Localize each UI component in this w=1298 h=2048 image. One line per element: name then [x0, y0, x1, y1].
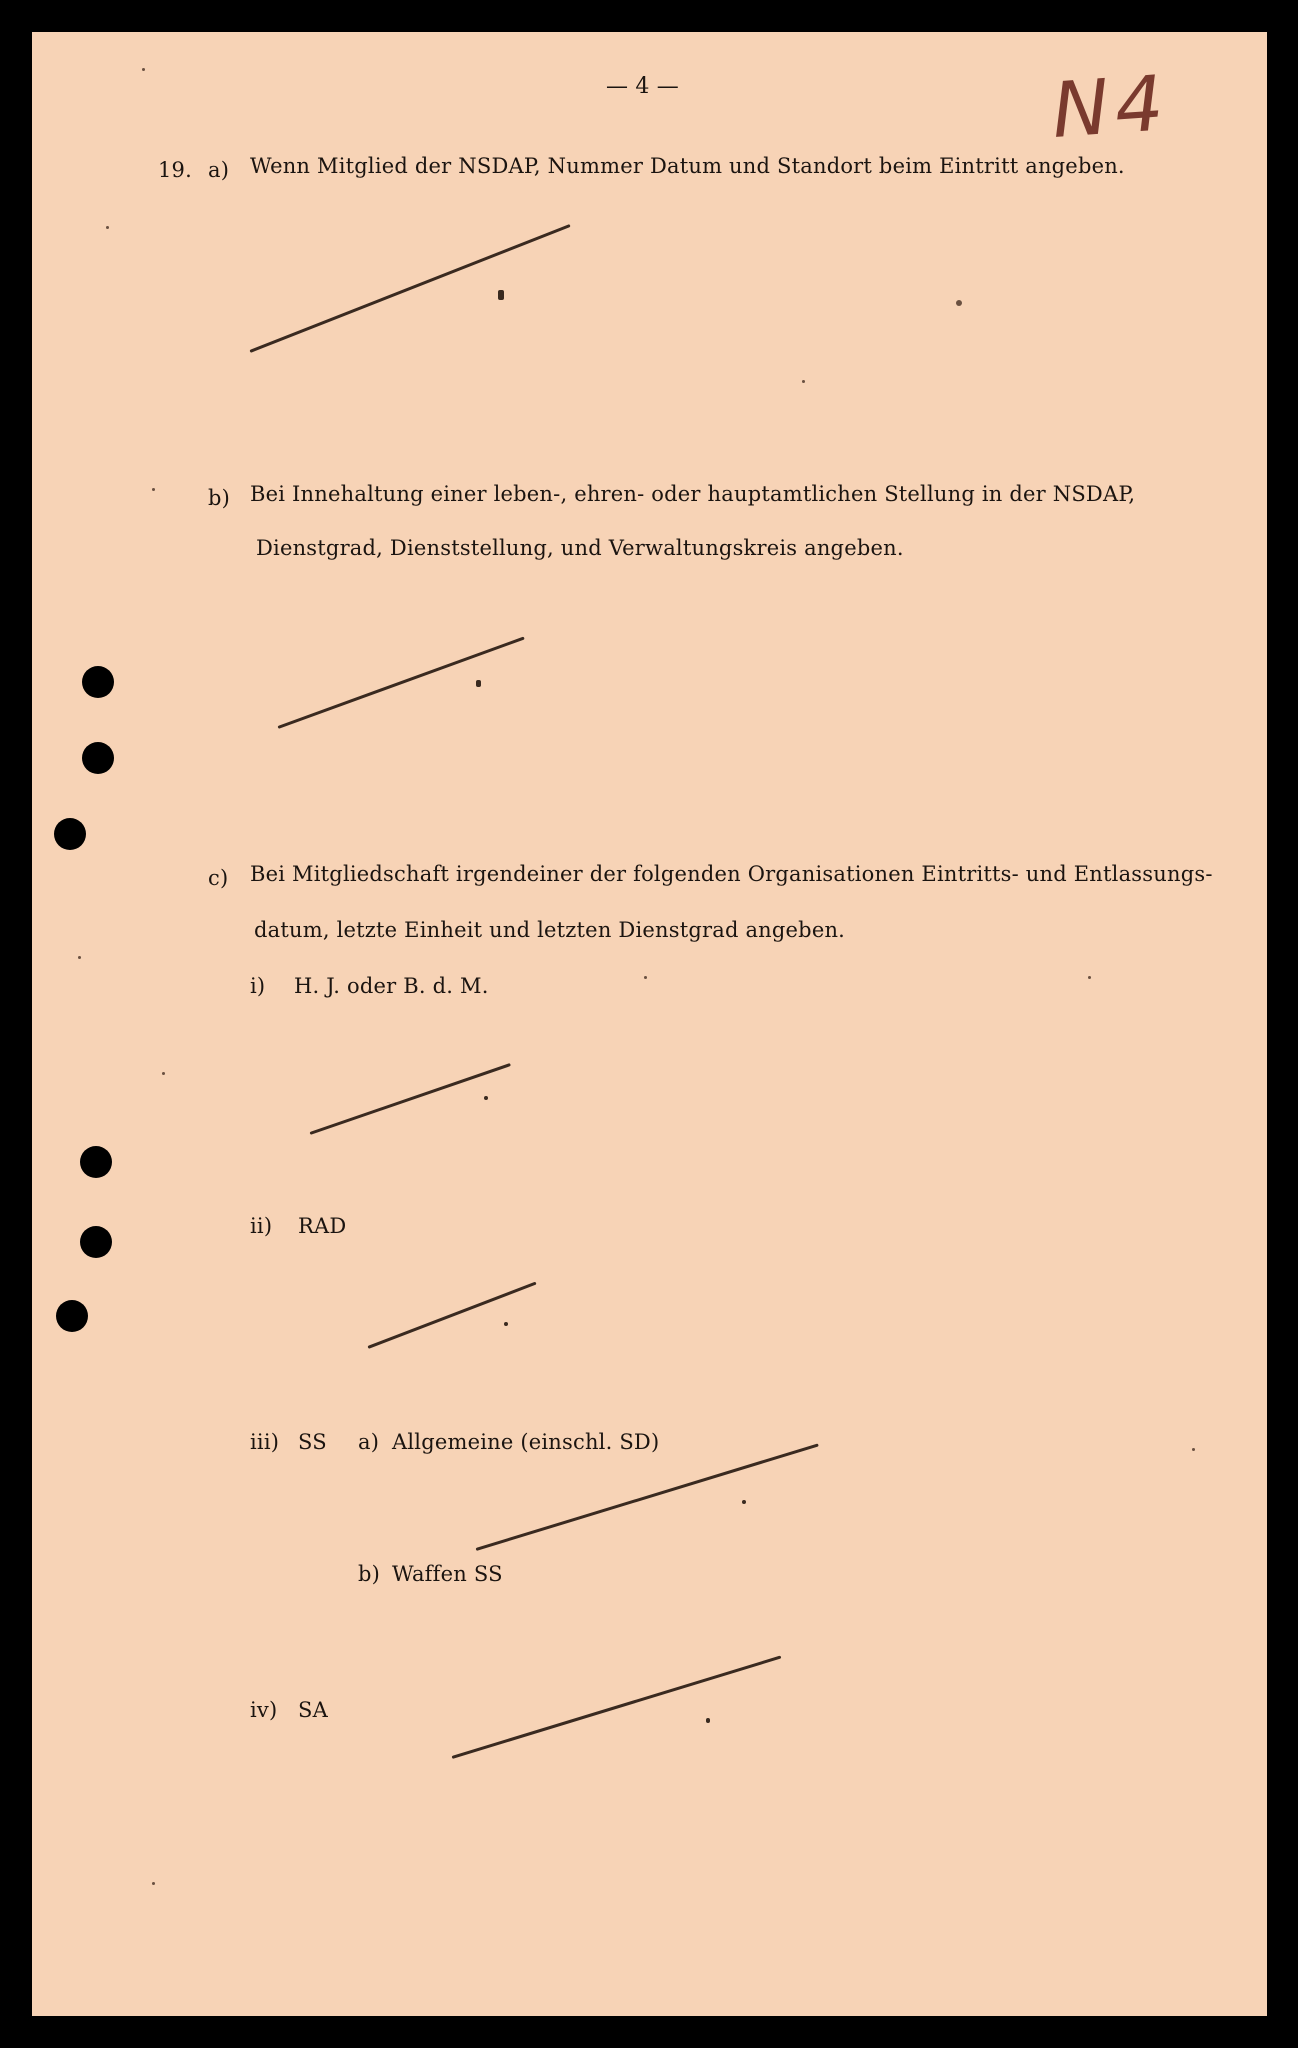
punch-hole	[56, 1300, 88, 1332]
item-ss: SS	[298, 1430, 327, 1454]
paper-speck	[162, 1072, 165, 1075]
item-hj-bdm: H. J. oder B. d. M.	[294, 974, 489, 998]
punch-hole	[80, 1226, 112, 1258]
paper-speck	[106, 226, 109, 229]
handwritten-note: N4	[1049, 58, 1173, 155]
answer-dash	[249, 224, 570, 353]
paper-speck	[1088, 976, 1091, 979]
item-number: i)	[250, 974, 266, 998]
answer-dot	[476, 680, 481, 687]
punch-hole	[54, 818, 86, 850]
item-rad: RAD	[298, 1214, 347, 1238]
answer-dash	[277, 636, 524, 728]
q19c-line1: Bei Mitgliedschaft irgendeiner der folgenden Organisationen Eintritts- und Entlassungs-	[250, 862, 1213, 886]
sub-item-waffen-ss: Waffen SS	[392, 1562, 503, 1586]
punch-hole	[80, 1146, 112, 1178]
q19a-text: Wenn Mitglied der NSDAP, Nummer Datum und Standort beim Eintritt angeben.	[250, 154, 1125, 178]
document-page	[32, 32, 1267, 2016]
q19c-label: c)	[208, 866, 229, 890]
paper-speck	[644, 976, 647, 979]
item-number: iv)	[250, 1698, 278, 1722]
answer-dash	[367, 1282, 536, 1349]
q19b-line2: Dienstgrad, Dienststellung, und Verwaltungskreis angeben.	[256, 536, 904, 560]
paper-speck	[1192, 1448, 1195, 1451]
answer-dot	[504, 1322, 508, 1326]
answer-dot	[742, 1500, 746, 1504]
q19b-line1: Bei Innehaltung einer leben-, ehren- oder hauptamtlichen Stellung in der NSDAP,	[250, 482, 1136, 506]
item-number: ii)	[250, 1214, 273, 1238]
sub-item-number: b)	[358, 1562, 381, 1586]
punch-hole	[82, 666, 114, 698]
paper-speck	[152, 1882, 155, 1885]
sub-item-allgemeine: Allgemeine (einschl. SD)	[392, 1430, 660, 1454]
punch-hole	[82, 742, 114, 774]
paper-speck	[78, 956, 81, 959]
q19a-label: a)	[208, 158, 230, 182]
q19b-label: b)	[208, 486, 231, 510]
question-number: 19.	[158, 158, 192, 182]
sub-item-number: a)	[358, 1430, 380, 1454]
item-number: iii)	[250, 1430, 280, 1454]
paper-speck	[142, 68, 145, 71]
answer-dot	[484, 1096, 488, 1100]
paper-speck	[956, 300, 962, 306]
answer-dot	[706, 1718, 710, 1723]
paper-speck	[802, 380, 805, 383]
paper-speck	[152, 488, 155, 491]
item-sa: SA	[298, 1698, 328, 1722]
answer-dash	[310, 1063, 511, 1135]
answer-dot	[498, 290, 504, 300]
page-number: — 4 —	[606, 74, 679, 99]
answer-dash	[452, 1655, 782, 1758]
answer-dash	[476, 1443, 819, 1551]
q19c-line2: datum, letzte Einheit und letzten Dienstgrad angeben.	[254, 918, 846, 942]
